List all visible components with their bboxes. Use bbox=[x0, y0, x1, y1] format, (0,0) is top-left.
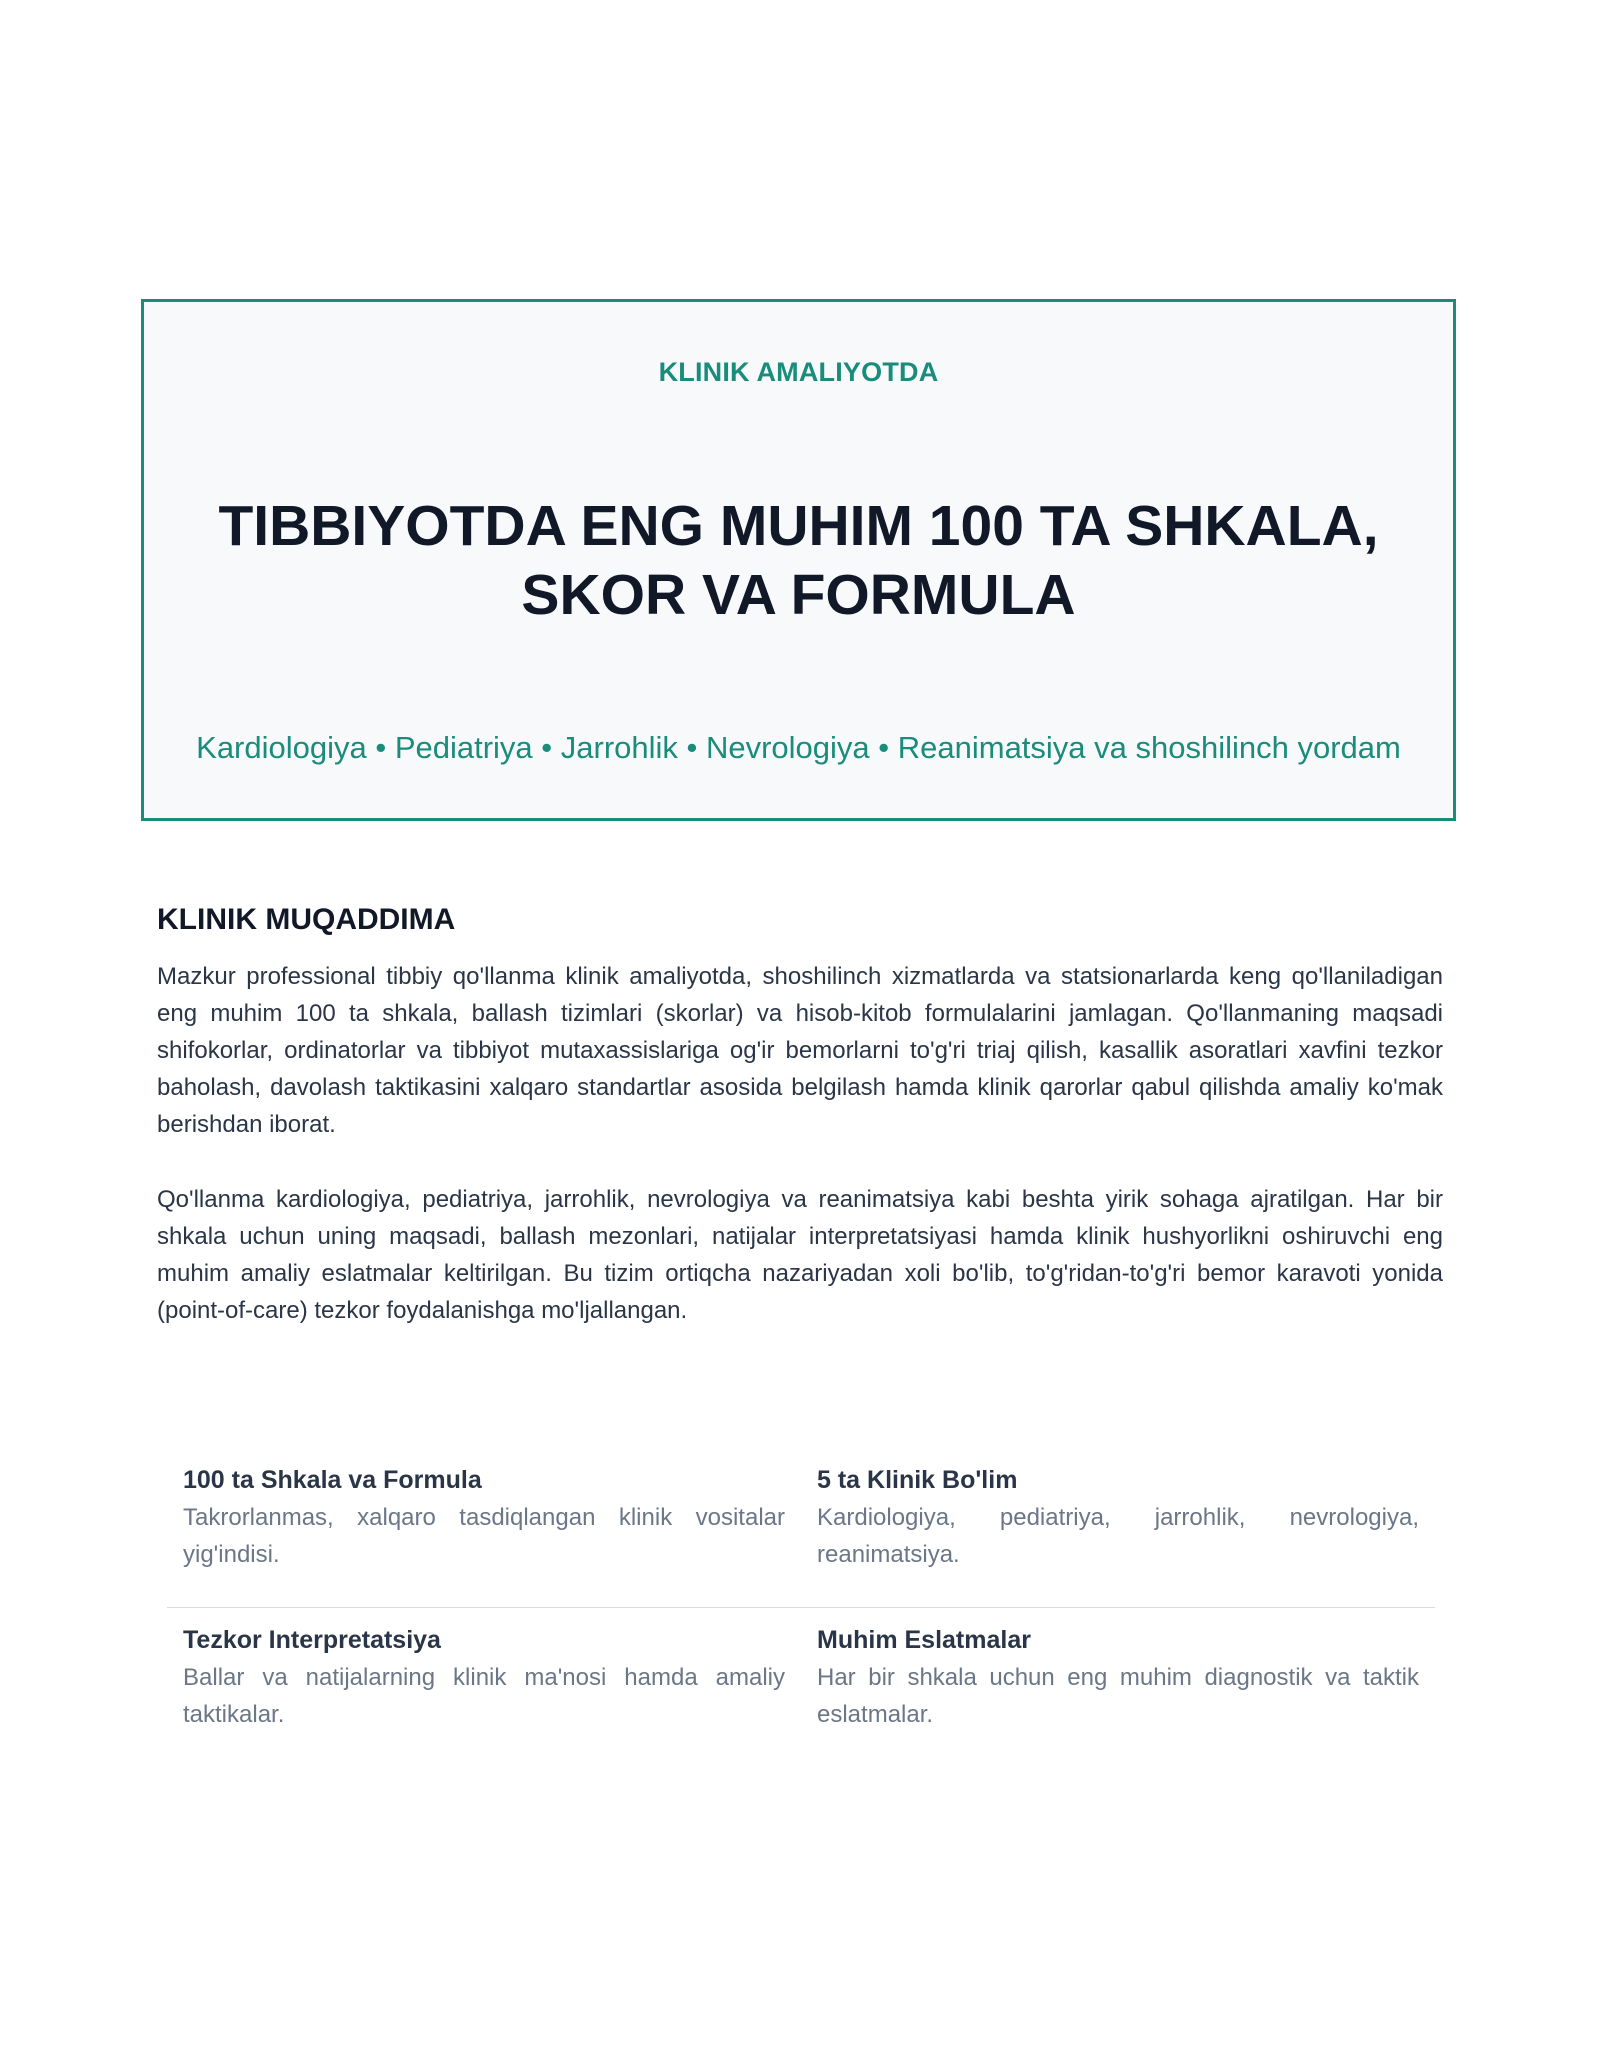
cover-subtitle: Kardiologiya • Pediatriya • Jarrohlik • Nevrologiya • Reanimatsiya va shoshilinch yordam bbox=[196, 730, 1401, 765]
feature-description: Takrorlanmas, xalqaro tasdiqlangan klinik vositalar yig'indisi. bbox=[183, 1504, 785, 1568]
feature-description: Kardiologiya, pediatriya, jarrohlik, nevrologiya, reanimatsiya. bbox=[817, 1504, 1419, 1568]
feature-card bbox=[167, 1622, 801, 1733]
cover-title-box bbox=[141, 299, 1456, 821]
intro-paragraph-1: Mazkur professional tibbiy qo'llanma klinik amaliyotda, shoshilinch xizmatlarda va statsionarlarda keng qo'llaniladigan eng muhim 100 ta shkala, ballash tizimlari (skorlar) va hisob-kitob formulalarini jamlagan. Qo'llanmaning maqsadi shifokorlar, ordinatorlar va tibbiyot mutaxassislariga og'ir bemorlarni to'g'ri triaj qilish, kasallik asoratlari xavfini tezkor baholash, davolash taktikasini xalqaro standartlar asosida belgilash hamda klinik qarorlar qabul qilishda amaliy ko'mak berishdan iborat. bbox=[157, 963, 1443, 1138]
feature-title: 5 ta Klinik Bo'lim bbox=[817, 1466, 1018, 1494]
feature-title: Muhim Eslatmalar bbox=[817, 1626, 1031, 1654]
feature-description: Har bir shkala uchun eng muhim diagnostik va taktik eslatmalar. bbox=[817, 1664, 1419, 1728]
feature-description: Ballar va natijalarning klinik ma'nosi hamda amaliy taktikalar. bbox=[183, 1664, 785, 1728]
feature-card bbox=[167, 1462, 801, 1573]
feature-title: Tezkor Interpretatsiya bbox=[183, 1626, 441, 1654]
intro-paragraph-2: Qo'llanma kardiologiya, pediatriya, jarrohlik, nevrologiya va reanimatsiya kabi beshta yirik sohaga ajratilgan. Har bir shkala uchun uning maqsadi, ballash mezonlari, natijalar interpretatsiyasi hamda klinik hushyorlikni oshiruvchi eng muhim amaliy eslatmalar keltirilgan. Bu tizim ortiqcha nazariyadan xoli bo'lib, to'g'ridan-to'g'ri bemor karavoti yonida (point-of-care) tezkor foydalanishga mo'ljallangan. bbox=[157, 1186, 1443, 1324]
feature-card bbox=[801, 1622, 1435, 1733]
intro-heading: KLINIK MUQADDIMA bbox=[157, 903, 456, 936]
features-row bbox=[167, 1608, 1435, 1733]
feature-title: 100 ta Shkala va Formula bbox=[183, 1466, 482, 1494]
features-row bbox=[167, 1462, 1435, 1608]
feature-card bbox=[801, 1462, 1435, 1573]
cover-title: TIBBIYOTDA ENG MUHIM 100 TA SHKALA, SKOR VA FORMULA bbox=[218, 494, 1379, 627]
cover-eyebrow: KLINIK AMALIYOTDA bbox=[658, 357, 939, 387]
features-grid bbox=[167, 1462, 1435, 1733]
